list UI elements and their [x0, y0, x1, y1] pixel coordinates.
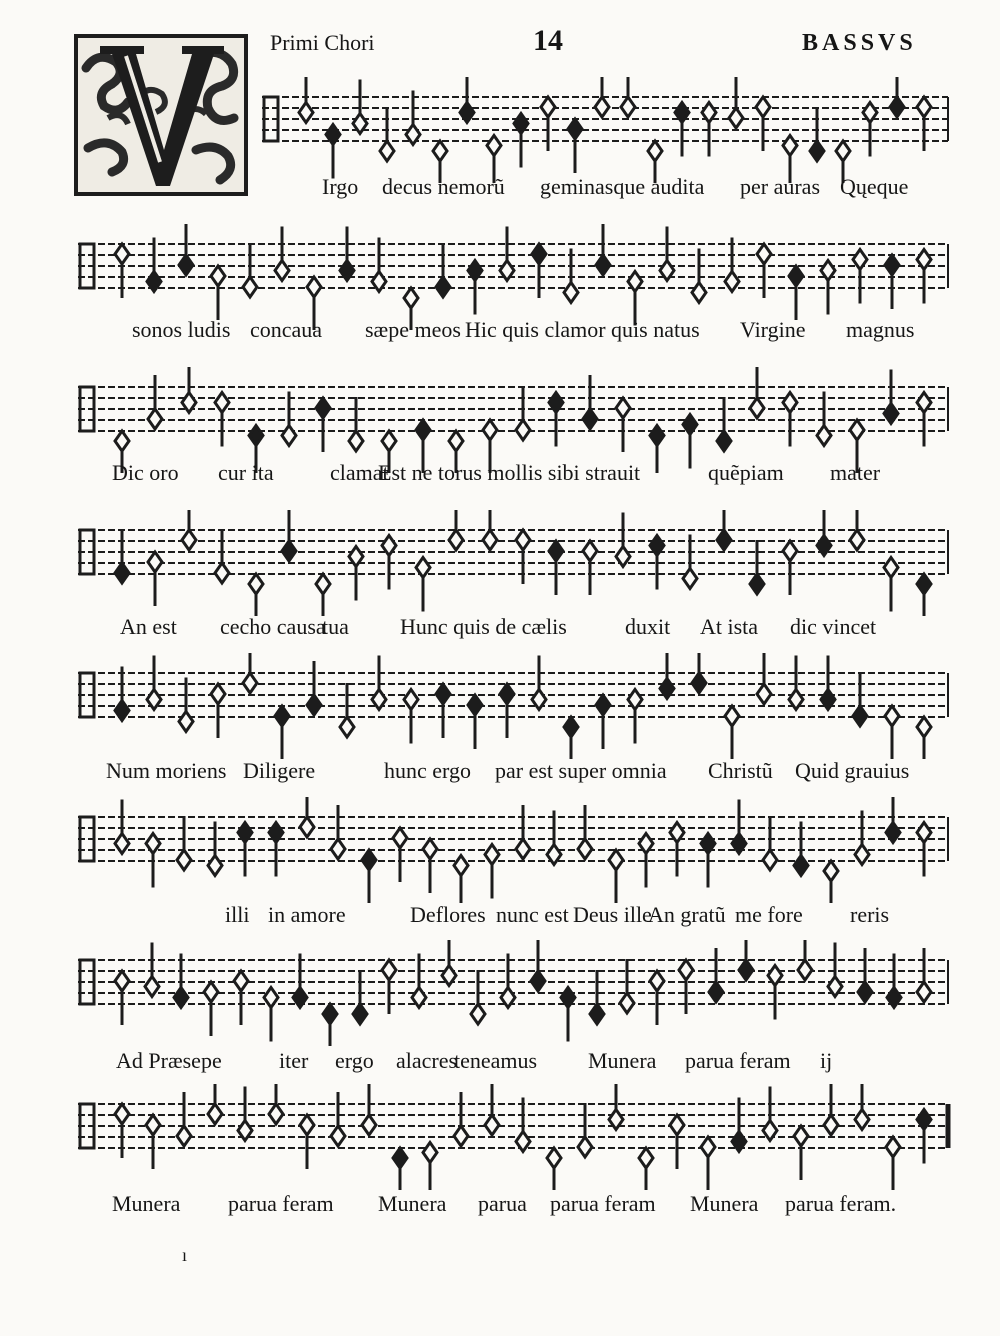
- music-note: [360, 795, 378, 905]
- lyric-text: Hic quis clamor quis natus: [465, 317, 700, 342]
- music-note: [321, 938, 339, 1048]
- music-note: [314, 365, 332, 475]
- music-note: [826, 938, 844, 1048]
- music-note: [884, 1082, 902, 1192]
- music-note: [180, 365, 198, 475]
- lyric-text: duxit: [625, 614, 671, 639]
- lyric-text: iter: [279, 1048, 309, 1073]
- music-note: [273, 651, 291, 761]
- music-note: [236, 1082, 254, 1192]
- music-note: [593, 75, 611, 185]
- lyric-text: parua feram: [685, 1048, 791, 1073]
- music-note: [431, 75, 449, 185]
- music-note: [851, 651, 869, 761]
- music-note: [481, 365, 499, 475]
- music-note: [209, 651, 227, 761]
- lyric-text: concaua: [250, 317, 323, 342]
- note-row: [0, 222, 1000, 332]
- music-note: [370, 651, 388, 761]
- music-note: [262, 938, 280, 1048]
- lyric-text: Num moriens: [106, 758, 227, 783]
- music-note: [267, 1082, 285, 1192]
- music-note: [766, 938, 784, 1048]
- music-note: [851, 222, 869, 332]
- lyric-text: sæpe meos: [365, 317, 461, 342]
- music-note: [566, 75, 584, 185]
- music-note: [668, 795, 686, 905]
- music-note: [329, 1082, 347, 1192]
- music-note: [305, 222, 323, 332]
- lyric-text: decus nemorũ: [382, 174, 505, 199]
- music-note: [113, 795, 131, 905]
- music-note: [915, 651, 933, 761]
- music-staff-system: [0, 508, 1000, 618]
- music-note: [206, 795, 224, 905]
- music-note: [466, 222, 484, 332]
- music-staff-system: [0, 651, 1000, 761]
- music-note: [822, 795, 840, 905]
- music-note: [562, 222, 580, 332]
- music-note: [853, 1082, 871, 1192]
- music-note: [626, 222, 644, 332]
- music-note: [499, 938, 517, 1048]
- music-note: [915, 795, 933, 905]
- music-note: [618, 938, 636, 1048]
- lyric-text: parua feram: [228, 1191, 334, 1216]
- music-note: [452, 1082, 470, 1192]
- lyric-text: Munera: [690, 1191, 759, 1216]
- lyric-text: ergo: [335, 1048, 374, 1073]
- music-note: [247, 508, 265, 618]
- note-row: [0, 651, 1000, 761]
- music-staff-system: [0, 938, 1000, 1048]
- music-note: [614, 365, 632, 475]
- music-note: [737, 938, 755, 1048]
- music-note: [619, 75, 637, 185]
- music-note: [483, 1082, 501, 1192]
- lyric-text: tua: [322, 614, 349, 639]
- lyric-text: Qųeque: [840, 174, 909, 199]
- music-note: [280, 508, 298, 618]
- music-note: [834, 75, 852, 185]
- music-note: [781, 508, 799, 618]
- music-note: [202, 938, 220, 1048]
- music-note: [370, 222, 388, 332]
- lyric-text: dic vincet: [790, 614, 877, 639]
- music-note: [338, 222, 356, 332]
- music-staff-system: [0, 1082, 1000, 1192]
- lyric-text: Munera: [378, 1191, 447, 1216]
- music-note: [209, 222, 227, 332]
- music-note: [483, 795, 501, 905]
- music-note: [853, 795, 871, 905]
- lyric-text: nunc est: [496, 902, 569, 927]
- lyric-text: Diligere: [243, 758, 316, 783]
- music-note: [781, 75, 799, 185]
- music-note: [213, 508, 231, 618]
- music-note: [404, 75, 422, 185]
- music-note: [545, 795, 563, 905]
- music-note: [213, 365, 231, 475]
- music-note: [915, 1082, 933, 1192]
- music-note: [815, 365, 833, 475]
- music-note: [180, 508, 198, 618]
- lyric-text: Virgine: [740, 317, 806, 342]
- music-note: [305, 651, 323, 761]
- music-note: [378, 75, 396, 185]
- music-note: [314, 508, 332, 618]
- music-note: [576, 795, 594, 905]
- music-note: [648, 508, 666, 618]
- music-note: [329, 795, 347, 905]
- music-note: [787, 222, 805, 332]
- music-note: [514, 1082, 532, 1192]
- music-note: [247, 365, 265, 475]
- music-note: [915, 222, 933, 332]
- music-note: [175, 1082, 193, 1192]
- music-note: [614, 508, 632, 618]
- music-note: [727, 75, 745, 185]
- music-note: [298, 795, 316, 905]
- music-note: [588, 938, 606, 1048]
- lyric-text: illi: [225, 902, 250, 927]
- lyric-text: alacres: [396, 1048, 458, 1073]
- lyric-text: At ista: [700, 614, 759, 639]
- lyric-text: An gratũ: [648, 902, 726, 927]
- music-note: [241, 222, 259, 332]
- lyric-text: parua: [478, 1191, 527, 1216]
- lyric-text: in amore: [268, 902, 346, 927]
- music-note: [819, 222, 837, 332]
- music-note: [707, 938, 725, 1048]
- music-note: [673, 75, 691, 185]
- music-note: [113, 651, 131, 761]
- page-mark: ı: [182, 1245, 188, 1265]
- music-note: [819, 651, 837, 761]
- music-note: [291, 938, 309, 1048]
- music-note: [485, 75, 503, 185]
- music-note: [884, 795, 902, 905]
- music-note: [298, 1082, 316, 1192]
- lyric-text: parua feram: [550, 1191, 656, 1216]
- music-note: [792, 1082, 810, 1192]
- lyric-text: Irgo: [322, 174, 359, 199]
- music-note: [447, 365, 465, 475]
- lyric-text: hunc ergo: [384, 758, 471, 783]
- lyric-text: sonos ludis: [132, 317, 231, 342]
- music-note: [113, 938, 131, 1048]
- music-note: [514, 365, 532, 475]
- music-note: [581, 365, 599, 475]
- music-note: [888, 75, 906, 185]
- page-number: 14: [533, 24, 563, 57]
- lyric-text: teneamus: [454, 1048, 538, 1073]
- music-note: [498, 222, 516, 332]
- music-note: [458, 75, 476, 185]
- music-note: [146, 508, 164, 618]
- music-note: [360, 1082, 378, 1192]
- lyric-text: Est ne torus mollis sibi strauit: [378, 460, 641, 485]
- music-note: [236, 795, 254, 905]
- music-note: [668, 1082, 686, 1192]
- music-note: [848, 365, 866, 475]
- music-note: [447, 508, 465, 618]
- music-note: [690, 651, 708, 761]
- music-note: [761, 795, 779, 905]
- music-staff-system: [0, 222, 1000, 332]
- music-note: [145, 222, 163, 332]
- lyric-text: cur ita: [218, 460, 274, 485]
- music-note: [723, 651, 741, 761]
- music-note: [755, 222, 773, 332]
- music-note: [607, 795, 625, 905]
- lyric-text: cecho causa: [220, 614, 326, 639]
- music-note: [514, 795, 532, 905]
- music-note: [338, 651, 356, 761]
- lyric-text: Dic oro: [112, 460, 179, 485]
- music-note: [177, 651, 195, 761]
- lyric-text: Ad Præsepe: [116, 1048, 222, 1073]
- music-note: [700, 75, 718, 185]
- lyric-text: An est: [120, 614, 177, 639]
- music-note: [434, 222, 452, 332]
- music-note: [607, 1082, 625, 1192]
- music-note: [324, 75, 342, 185]
- music-note: [915, 75, 933, 185]
- lyric-text: magnus: [846, 317, 915, 342]
- music-note: [730, 1082, 748, 1192]
- music-note: [421, 1082, 439, 1192]
- music-note: [915, 508, 933, 618]
- music-note: [690, 222, 708, 332]
- music-note: [414, 365, 432, 475]
- music-note: [815, 508, 833, 618]
- lyric-text: Deus ille: [573, 902, 652, 927]
- music-note: [594, 651, 612, 761]
- music-note: [808, 75, 826, 185]
- music-note: [144, 795, 162, 905]
- music-note: [576, 1082, 594, 1192]
- music-note: [113, 508, 131, 618]
- lyric-text: Christũ: [708, 758, 773, 783]
- music-note: [723, 222, 741, 332]
- music-note: [512, 75, 530, 185]
- music-note: [547, 365, 565, 475]
- music-note: [529, 938, 547, 1048]
- music-note: [648, 365, 666, 475]
- music-note: [469, 938, 487, 1048]
- music-note: [594, 222, 612, 332]
- music-note: [562, 651, 580, 761]
- music-staff-system: [0, 795, 1000, 905]
- music-note: [699, 1082, 717, 1192]
- note-row: [0, 1082, 1000, 1192]
- music-note: [761, 1082, 779, 1192]
- music-note: [754, 75, 772, 185]
- music-note: [883, 651, 901, 761]
- music-note: [452, 795, 470, 905]
- lyric-text: quẽpiam: [708, 460, 784, 485]
- music-note: [755, 651, 773, 761]
- note-row: [0, 508, 1000, 618]
- music-note: [481, 508, 499, 618]
- music-note: [466, 651, 484, 761]
- lyric-text: Munera: [112, 1191, 181, 1216]
- music-note: [677, 938, 695, 1048]
- music-note: [530, 651, 548, 761]
- lyric-text: clamat: [330, 460, 389, 485]
- lyric-text: Munera: [588, 1048, 657, 1073]
- music-note: [143, 938, 161, 1048]
- music-note: [547, 508, 565, 618]
- lyric-text: reris: [850, 902, 890, 927]
- lyric-text: ij: [820, 1048, 833, 1073]
- music-note: [380, 938, 398, 1048]
- music-note: [885, 938, 903, 1048]
- note-row: [0, 938, 1000, 1048]
- music-note: [280, 365, 298, 475]
- music-note: [748, 365, 766, 475]
- music-note: [347, 365, 365, 475]
- music-note: [882, 365, 900, 475]
- music-note: [681, 365, 699, 475]
- lyric-text: Hunc quis de cælis: [400, 614, 567, 639]
- music-note: [915, 938, 933, 1048]
- music-note: [414, 508, 432, 618]
- music-note: [883, 222, 901, 332]
- lyric-text: geminasque audita: [540, 174, 705, 199]
- music-note: [175, 795, 193, 905]
- music-note: [421, 795, 439, 905]
- music-note: [658, 651, 676, 761]
- music-note: [434, 651, 452, 761]
- music-note: [637, 1082, 655, 1192]
- music-note: [658, 222, 676, 332]
- music-note: [410, 938, 428, 1048]
- music-note: [545, 1082, 563, 1192]
- music-note: [146, 365, 164, 475]
- music-note: [915, 365, 933, 475]
- music-note: [730, 795, 748, 905]
- music-note: [267, 795, 285, 905]
- music-note: [787, 651, 805, 761]
- music-note: [530, 222, 548, 332]
- music-note: [380, 365, 398, 475]
- music-note: [498, 651, 516, 761]
- music-staff-system: [0, 365, 1000, 475]
- music-note: [402, 651, 420, 761]
- lyric-text: mater: [830, 460, 881, 485]
- music-note: [144, 1082, 162, 1192]
- music-note: [514, 508, 532, 618]
- music-note: [626, 651, 644, 761]
- music-note: [646, 75, 664, 185]
- lyric-text: parua feram.: [785, 1191, 897, 1216]
- music-note: [113, 365, 131, 475]
- lyric-text: per auras: [740, 174, 821, 199]
- lyric-text: par est super omnia: [495, 758, 667, 783]
- music-note: [145, 651, 163, 761]
- music-note: [113, 222, 131, 332]
- lyric-text: Quid grauius: [795, 758, 910, 783]
- music-note: [440, 938, 458, 1048]
- music-note: [177, 222, 195, 332]
- music-note: [637, 795, 655, 905]
- music-note: [391, 795, 409, 905]
- music-note: [347, 508, 365, 618]
- music-note: [539, 75, 557, 185]
- music-note: [391, 1082, 409, 1192]
- note-row: [0, 365, 1000, 475]
- music-note: [792, 795, 810, 905]
- lyric-text: me fore: [735, 902, 803, 927]
- music-note: [781, 365, 799, 475]
- music-staff-system: [0, 75, 1000, 185]
- choir-heading: Primi Chori: [270, 30, 375, 55]
- music-note: [822, 1082, 840, 1192]
- music-note: [380, 508, 398, 618]
- music-note: [273, 222, 291, 332]
- music-note: [715, 508, 733, 618]
- music-note: [402, 222, 420, 332]
- note-row: [0, 795, 1000, 905]
- music-note: [699, 795, 717, 905]
- lyric-text: Deflores: [410, 902, 486, 927]
- music-note: [113, 1082, 131, 1192]
- music-note: [848, 508, 866, 618]
- music-note: [748, 508, 766, 618]
- music-note: [648, 938, 666, 1048]
- music-note: [351, 75, 369, 185]
- music-note: [861, 75, 879, 185]
- music-note: [882, 508, 900, 618]
- music-note: [796, 938, 814, 1048]
- music-note: [681, 508, 699, 618]
- voice-part-heading: BASSVS: [802, 30, 917, 56]
- music-note: [172, 938, 190, 1048]
- music-note: [297, 75, 315, 185]
- music-note: [581, 508, 599, 618]
- music-note: [856, 938, 874, 1048]
- music-note: [232, 938, 250, 1048]
- music-note: [241, 651, 259, 761]
- music-note: [559, 938, 577, 1048]
- music-note: [206, 1082, 224, 1192]
- music-note: [351, 938, 369, 1048]
- music-note: [715, 365, 733, 475]
- note-row: [0, 75, 1000, 185]
